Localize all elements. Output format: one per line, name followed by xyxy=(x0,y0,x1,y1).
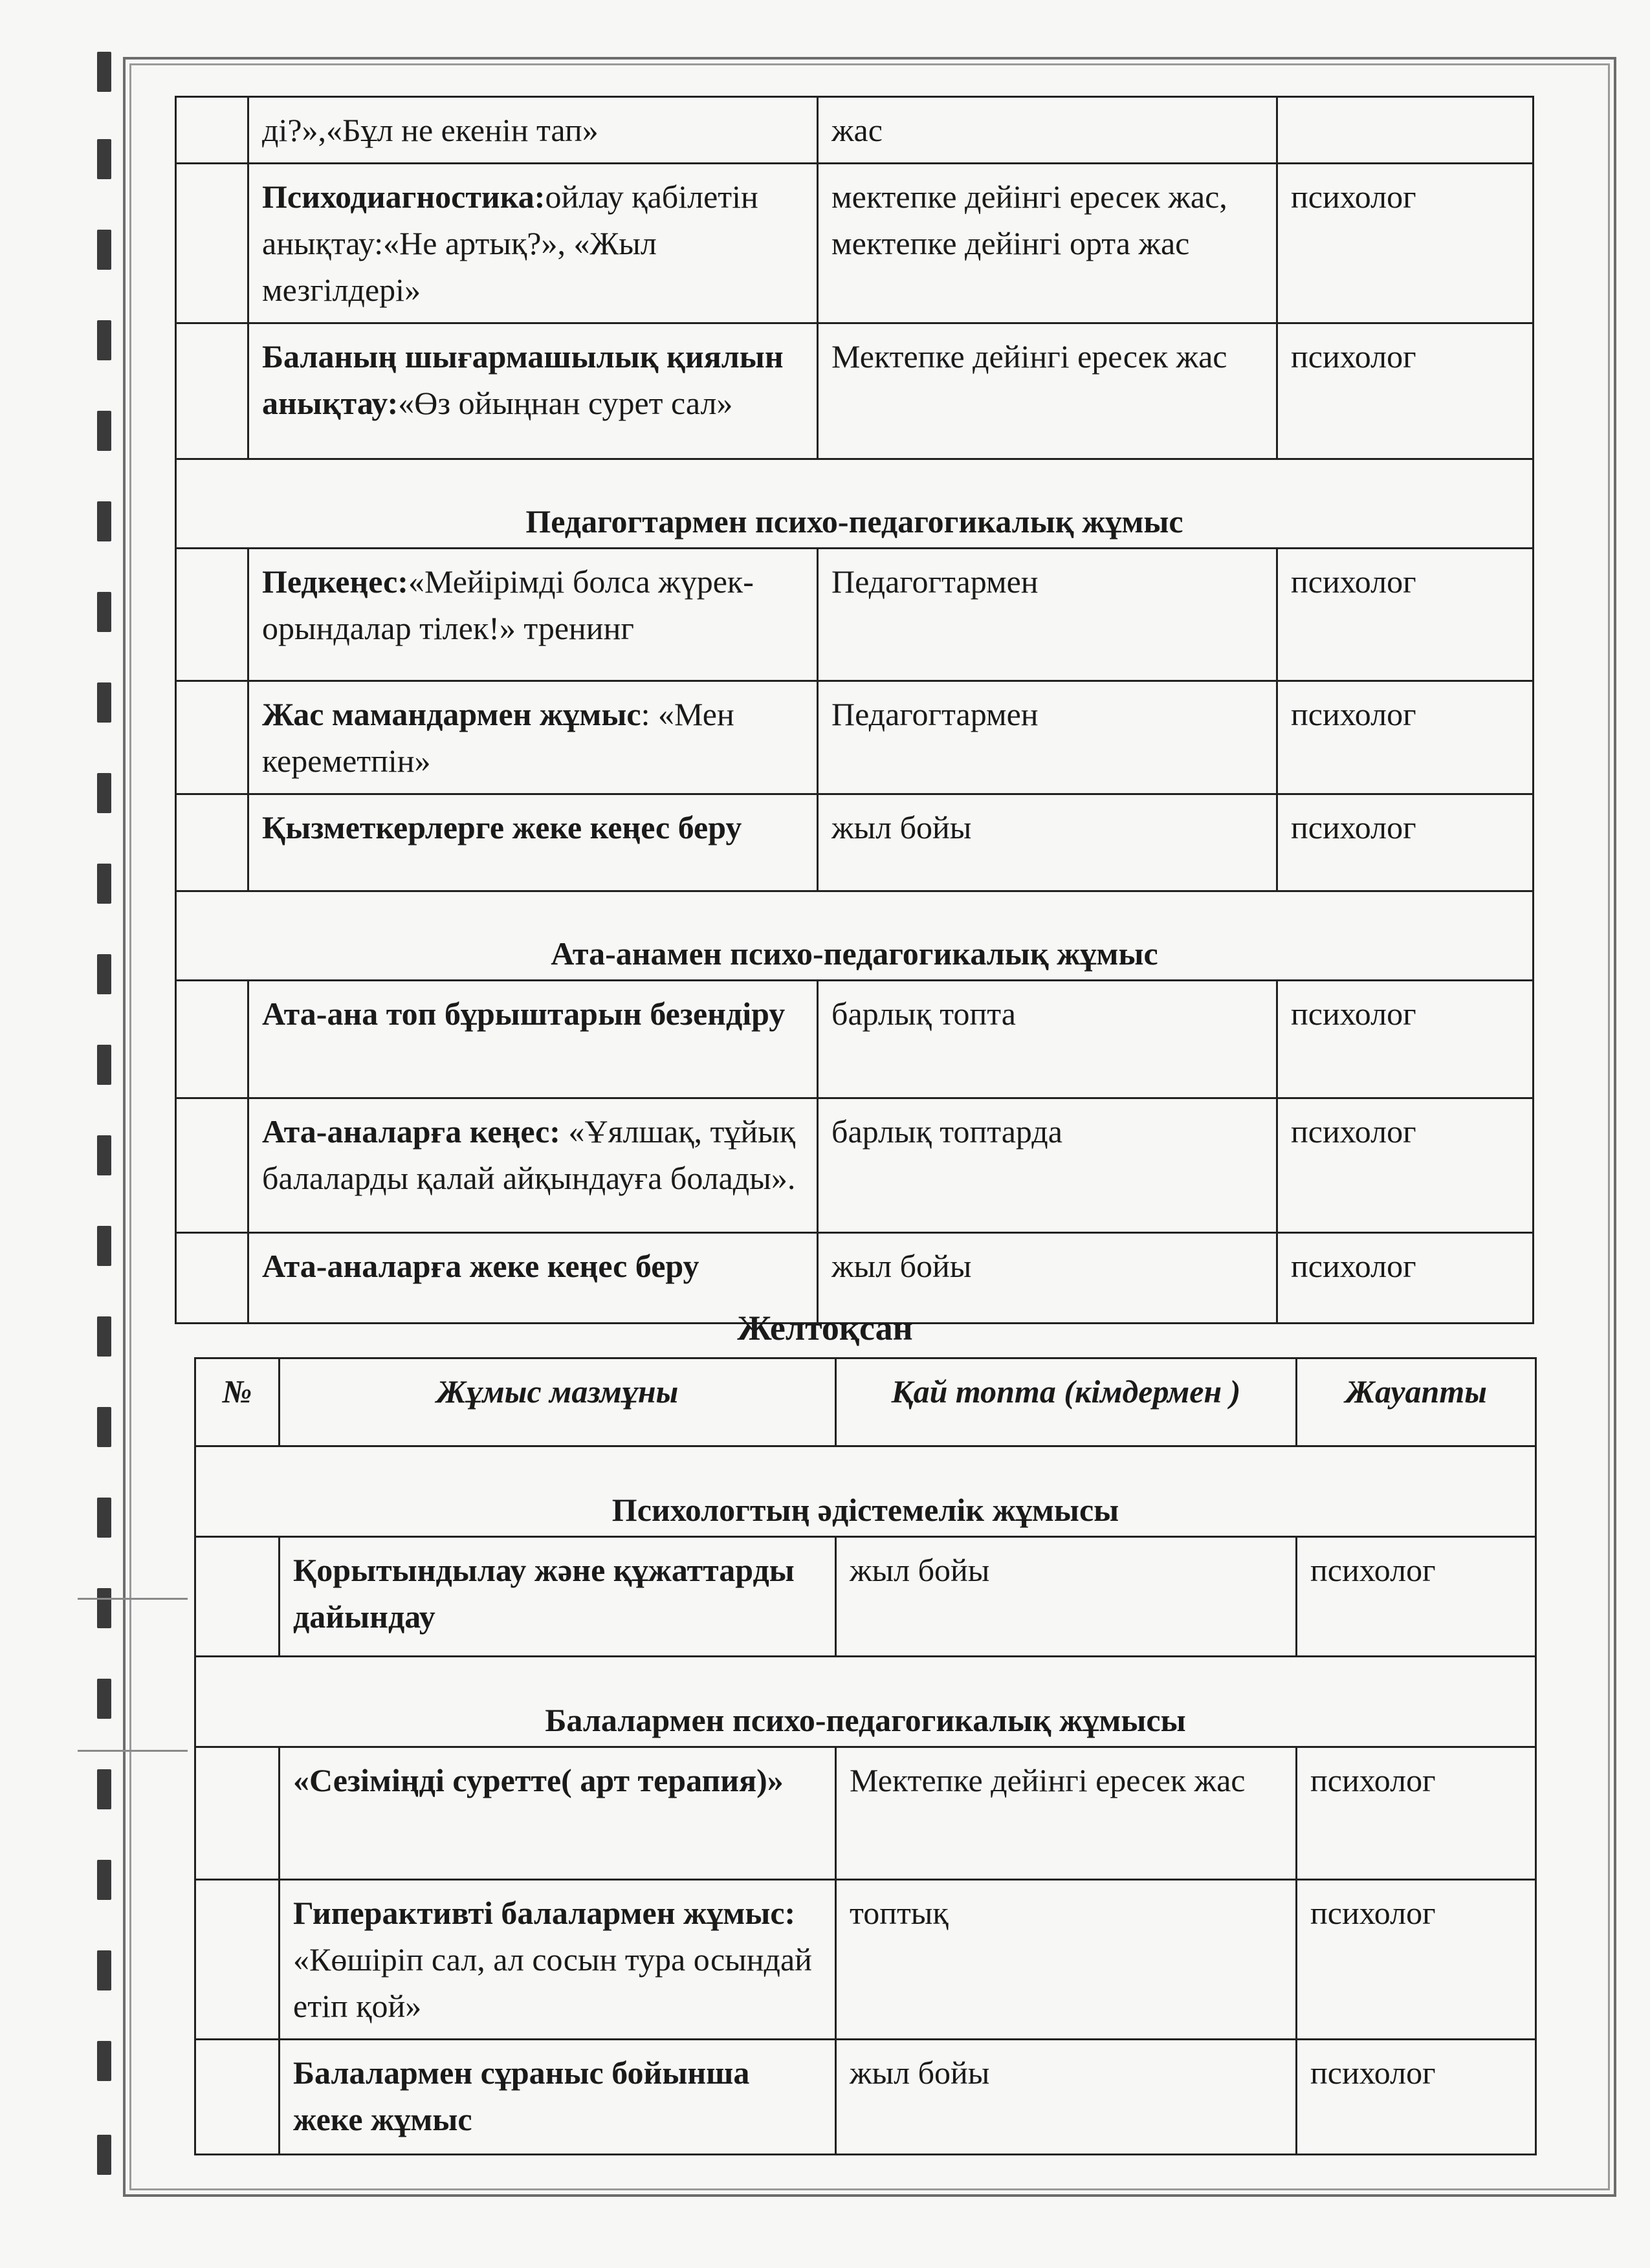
content-cell: Қызметкерлерге жеке кеңес беру xyxy=(248,794,818,891)
section-header-row xyxy=(195,1446,1536,1537)
responsible-cell: психолог xyxy=(1277,794,1534,891)
content-cell: Қорытындылау және құжаттарды дайындау xyxy=(280,1537,836,1657)
row-number-cell xyxy=(195,1747,280,1880)
binding-hole xyxy=(97,773,111,813)
row-number-cell xyxy=(176,681,248,794)
content-cell: Баланың шығармашылық қиялын анықтау:«Өз ойыңнан сурет сал» xyxy=(248,323,818,459)
table-row xyxy=(176,97,1534,164)
table-row xyxy=(176,1098,1534,1233)
group-cell: жас xyxy=(818,97,1277,164)
group-cell: жыл бойы xyxy=(818,1233,1277,1324)
plan-table-1 xyxy=(175,96,1534,1324)
binding-hole xyxy=(97,1769,111,1809)
responsible-cell: психолог xyxy=(1277,681,1534,794)
group-cell: Мектепке дейінгі ересек жас xyxy=(836,1747,1297,1880)
group-header: Қай топта (кімдермен ) xyxy=(836,1358,1297,1446)
content-cell: ді?»,«Бұл не екенін тап» xyxy=(248,97,818,164)
row-number-cell xyxy=(195,1880,280,2040)
responsible-cell xyxy=(1277,97,1534,164)
binding-hole xyxy=(97,1407,111,1447)
binding-hole xyxy=(97,411,111,451)
content-cell: Жас мамандармен жұмыс: «Мен кереметпін» xyxy=(248,681,818,794)
binding-hole xyxy=(97,320,111,360)
binding-hole xyxy=(97,1950,111,1990)
binding-wire xyxy=(78,1750,188,1752)
binding-hole xyxy=(97,2135,111,2175)
binding-hole xyxy=(97,1498,111,1538)
binding-hole xyxy=(97,139,111,179)
row-number-cell xyxy=(176,164,248,323)
responsible-cell: психолог xyxy=(1277,1098,1534,1233)
binding-hole xyxy=(97,1860,111,1900)
binding-hole xyxy=(97,230,111,270)
content-cell: Ата-аналарға кеңес: «Ұялшақ, тұйық балаларды қалай айқындауға болады». xyxy=(248,1098,818,1233)
table-row xyxy=(176,164,1534,323)
table-row xyxy=(195,2040,1536,2155)
row-number-cell xyxy=(176,323,248,459)
table-row xyxy=(176,681,1534,794)
responsible-cell: психолог xyxy=(1297,1880,1536,2040)
section-title: Психологтың әдістемелік жұмысы xyxy=(195,1446,1536,1537)
binding-hole xyxy=(97,2041,111,2081)
content-cell: Ата-ана топ бұрыштарын безендіру xyxy=(248,981,818,1098)
row-number-cell xyxy=(176,97,248,164)
table-row xyxy=(176,549,1534,681)
responsible-cell: психолог xyxy=(1277,164,1534,323)
section-title: Балалармен психо-педагогикалық жұмысы xyxy=(195,1657,1536,1747)
binding-hole xyxy=(97,52,111,92)
section-header-row xyxy=(176,891,1534,981)
group-cell: Педагогтармен xyxy=(818,549,1277,681)
responsible-cell: психолог xyxy=(1297,1537,1536,1657)
row-number-cell xyxy=(176,981,248,1098)
section-title: Педагогтармен психо-педагогикалық жұмыс xyxy=(176,459,1534,549)
group-cell: топтық xyxy=(836,1880,1297,2040)
group-cell: жыл бойы xyxy=(818,794,1277,891)
binding-hole xyxy=(97,1679,111,1719)
row-number-cell xyxy=(195,2040,280,2155)
responsible-cell: психолог xyxy=(1277,323,1534,459)
responsible-cell: психолог xyxy=(1297,2040,1536,2155)
table-row xyxy=(176,794,1534,891)
section-header-row xyxy=(176,459,1534,549)
responsible-cell: психолог xyxy=(1297,1747,1536,1880)
content-cell: Педкеңес:«Мейірімді болса жүрек-орындалар тілек!» тренинг xyxy=(248,549,818,681)
table-header-row xyxy=(195,1358,1536,1446)
section-header-row xyxy=(195,1657,1536,1747)
responsible-cell: психолог xyxy=(1277,549,1534,681)
content-cell: Балалармен сұраныс бойынша жеке жұмыс xyxy=(280,2040,836,2155)
month-title: Желтоқсан xyxy=(737,1309,913,1347)
binding-hole xyxy=(97,1045,111,1085)
binding-hole xyxy=(97,864,111,904)
content-cell: Ата-аналарға жеке кеңес беру xyxy=(248,1233,818,1324)
group-cell: барлық топтарда xyxy=(818,1098,1277,1233)
table-row xyxy=(195,1537,1536,1657)
binding-hole xyxy=(97,501,111,541)
group-cell: жыл бойы xyxy=(836,1537,1297,1657)
row-number-cell xyxy=(176,549,248,681)
binding-hole xyxy=(97,954,111,994)
section-title: Ата-анамен психо-педагогикалық жұмыс xyxy=(176,891,1534,981)
row-number-cell xyxy=(176,1098,248,1233)
group-cell: Мектепке дейінгі ересек жас xyxy=(818,323,1277,459)
table-row xyxy=(176,323,1534,459)
table-row xyxy=(195,1880,1536,2040)
group-cell: жыл бойы xyxy=(836,2040,1297,2155)
content-header: Жұмыс мазмұны xyxy=(280,1358,836,1446)
binding-wire xyxy=(78,1598,188,1600)
table-row xyxy=(176,981,1534,1098)
binding-hole xyxy=(97,1226,111,1266)
binding-hole xyxy=(97,592,111,632)
binding-hole xyxy=(97,1588,111,1628)
content-cell: Психодиагностика:ойлау қабілетін анықтау:«Не артық?», «Жыл мезгілдері» xyxy=(248,164,818,323)
content-cell: «Сезіміңді суретте( арт терапия)» xyxy=(280,1747,836,1880)
binding-hole xyxy=(97,682,111,723)
group-cell: барлық топта xyxy=(818,981,1277,1098)
row-number-cell xyxy=(176,794,248,891)
number-header: № xyxy=(195,1358,280,1446)
plan-table-2 xyxy=(194,1357,1537,2155)
responsible-cell: психолог xyxy=(1277,981,1534,1098)
row-number-cell xyxy=(195,1537,280,1657)
table-row xyxy=(195,1747,1536,1880)
responsible-header: Жауапты xyxy=(1297,1358,1536,1446)
content-cell: Гиперактивті балалармен жұмыс: «Көшіріп сал, ал сосын тура осындай етіп қой» xyxy=(280,1880,836,2040)
group-cell: Педагогтармен xyxy=(818,681,1277,794)
binding-hole xyxy=(97,1135,111,1175)
responsible-cell: психолог xyxy=(1277,1233,1534,1324)
group-cell: мектепке дейінгі ересек жас, мектепке дейінгі орта жас xyxy=(818,164,1277,323)
